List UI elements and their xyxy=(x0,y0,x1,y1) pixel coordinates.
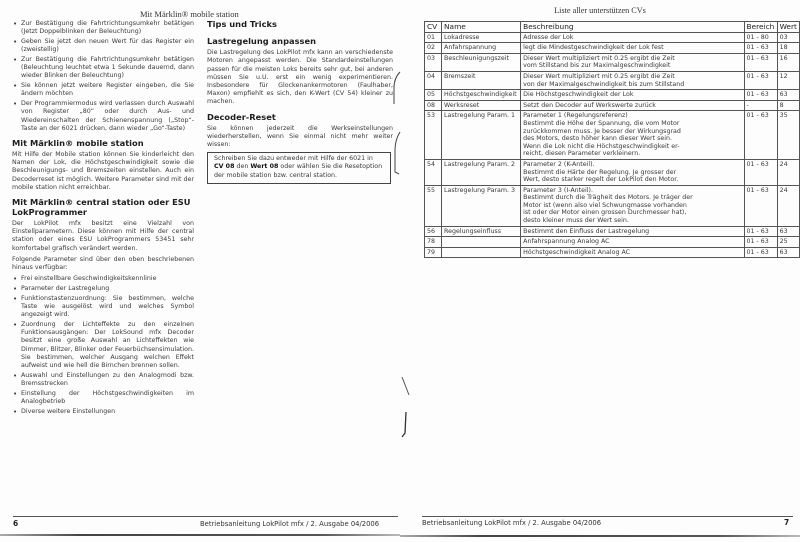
description-cell xyxy=(521,32,744,43)
range-cell: 01 - 63 xyxy=(744,185,777,226)
table-row xyxy=(425,100,800,111)
name-cell: Lastregelung Param. 3 xyxy=(442,185,521,226)
description-cell xyxy=(521,185,744,226)
range-cell: 01 - 63 xyxy=(744,247,777,258)
list-item: • Auswahl und Einstellungen zu den Analogmodi bzw. Bremsstrecken xyxy=(12,372,194,388)
column-header-name: Name xyxy=(442,22,521,33)
description-line: legt die Mindestgeschwindigkeit der Lok fest xyxy=(523,44,664,52)
box-wert: Wert 08 xyxy=(250,163,279,171)
list-item: • Der Programmiermodus wird verlassen durch Auswahl von Register „80“ oder durch Aus- und Wiedereinschalten der Schienenspannung („Stop“-Taste an der 6021 drücken, dann wieder „Go“-Taste) xyxy=(12,100,194,133)
table-header-row xyxy=(425,22,800,33)
description-line: Die Höchstgeschwindigkeit der Lok xyxy=(523,91,634,99)
tips-column xyxy=(207,20,393,184)
list-item: • Zur Bestätigung die Fahrtrichtungsumkehr betätigen (Beleuchtung leuchtet etwa 1 Sekunde dauernd, dann wieder Blinken der Beleuchtung) xyxy=(12,56,194,81)
list-item: • Parameter der Lastregelung xyxy=(12,285,194,293)
name-cell: Werksreset xyxy=(442,100,521,111)
section-heading-central-station: Mit Märklin® central station oder ESU LokProgrammer xyxy=(12,197,191,218)
cv-number-cell: 56 xyxy=(425,226,442,237)
name-cell xyxy=(442,237,521,248)
tips-heading: Tips und Tricks xyxy=(207,19,277,29)
value-cell: 25 xyxy=(777,237,799,248)
value-cell: 63 xyxy=(777,226,799,237)
description-cell xyxy=(521,226,744,237)
table-row xyxy=(425,226,800,237)
name-cell: Bremszeit xyxy=(442,71,521,89)
table-title: Liste aller unterstützen CVs xyxy=(554,6,646,15)
cv-number-cell: 04 xyxy=(425,71,442,89)
right-page xyxy=(400,0,800,542)
box-text: den xyxy=(234,163,251,171)
scan-edge xyxy=(0,534,400,536)
range-cell: 01 - 63 xyxy=(744,90,777,101)
description-cell xyxy=(521,237,744,248)
column-header-description: Beschreibung xyxy=(521,22,744,33)
column-header-cv: CV xyxy=(425,22,442,33)
footer-rule xyxy=(13,516,398,517)
description-line: vom Stillstand bis zur Maximalgeschwindigkeit xyxy=(523,62,671,70)
value-cell: 63 xyxy=(777,90,799,101)
cv-number-cell: 05 xyxy=(425,90,442,101)
description-line: Bestimmt durch die Trägheit des Motors. Je träger der xyxy=(523,194,693,202)
box-text: oder wählen Sie die Resetoption der mobile station bzw. central station. xyxy=(214,163,383,179)
value-cell: 18 xyxy=(777,43,799,54)
list-item: • Einstellung der Höchstgeschwindigkeiten im Analogbetrieb xyxy=(12,390,194,406)
name-cell: Lokadresse xyxy=(442,32,521,43)
programming-steps-list xyxy=(12,20,194,133)
table-row xyxy=(425,185,800,226)
decoder-reset-paragraph: Sie können jederzeit die Werkseinstellungen wiederherstellen, wenn Sie einmal nicht mehr weiter wissen: xyxy=(207,124,393,149)
description-line: Höchstgeschwindigkeit Analog AC xyxy=(523,248,631,256)
description-line: zurückkommen muss. Je besser der Wirkungsgrad xyxy=(523,127,681,135)
name-cell: Lastregelung Param. 2 xyxy=(442,159,521,185)
page-number: 7 xyxy=(784,518,790,527)
table-row xyxy=(425,71,800,89)
list-item: • Geben Sie jetzt den neuen Wert für das Register ein (zweistellig) xyxy=(12,38,194,54)
value-cell: 03 xyxy=(777,32,799,43)
description-line: des Motors, desto höher kann dieser Wert sein. xyxy=(523,135,672,143)
table-row xyxy=(425,111,800,160)
description-line: Parameter 1 (Regelungsreferenz) xyxy=(523,112,628,120)
description-line: Wert, desto starker regelt der LokPilot den Motor. xyxy=(523,176,679,184)
description-line: Dieser Wert multipliziert mit 0.25 ergibt die Zeit xyxy=(523,54,675,62)
range-cell: 01 - 63 xyxy=(744,71,777,89)
description-cell xyxy=(521,71,744,89)
table-row xyxy=(425,53,800,71)
range-cell: - xyxy=(744,100,777,111)
name-cell: Anfahrspannung xyxy=(442,43,521,54)
description-line: ist oder der Motor einen grossen Durchmesser hat), xyxy=(523,209,687,217)
description-line: Setzt den Decoder auf Werkswerte zurück xyxy=(523,101,656,109)
description-line: Bestimmt die Höhe der Spannung, die vom Motor xyxy=(523,119,680,127)
range-cell: 01 - 63 xyxy=(744,43,777,54)
list-item: • Zuordnung der Lichteffekte zu den einzelnen Funktionsausgängen: Der LokSound mfx Decoder besitzt eine große Auswahl an Lichteffekten wie Dimmer, Blitzer, Blinker oder Feuerbüchsensimulation. Sie bestimmen, welcher Ausgang welchen Effekt aufweist und wie hell die Birnchen brennen sollen. xyxy=(12,321,194,370)
running-head: Mit Märklin® mobile station xyxy=(140,9,239,19)
value-cell: 24 xyxy=(777,159,799,185)
description-line: Bestimmt den Einfluss der Lastregelung xyxy=(523,227,650,235)
reset-instruction-box xyxy=(207,152,391,184)
cv-table xyxy=(424,21,800,258)
left-column xyxy=(12,20,194,418)
range-cell: 01 - 63 xyxy=(744,226,777,237)
description-line: Motor ist (wenn also viel Schwungmasse vorhanden xyxy=(523,201,687,209)
page-number: 6 xyxy=(13,519,19,528)
description-line: desto kleiner muss der Wert sein. xyxy=(523,217,629,225)
box-cv: CV 08 xyxy=(214,163,235,171)
description-cell xyxy=(521,111,744,160)
scan-edge xyxy=(400,535,800,537)
description-line: von der Maximalgeschwindigkeit bis zum Stillstand xyxy=(523,80,685,88)
lastregelung-paragraph: Die Lastregelung des LokPilot mfx kann an verschiedenste Motoren angepasst werden. Die Standardeinstellungen passen für die meisten Loks bereits sehr gut, bei anderen müssen Sie u.U. erst ein wenig experimentieren. Insbesondere für Glockenankermotoren (Faulhaber, Maxon) empfiehlt es sich, den K-Wert (CV 54) kleiner zu machen. xyxy=(207,49,393,106)
range-cell: 01 - 63 xyxy=(744,237,777,248)
footer-text: Betriebsanleitung LokPilot mfx / 2. Ausgabe 04/2006 xyxy=(422,519,602,527)
description-cell xyxy=(521,90,744,101)
description-cell xyxy=(521,159,744,185)
footer-text: Betriebsanleitung LokPilot mfx / 2. Ausgabe 04/2006 xyxy=(200,520,380,528)
description-line: Wenn die Lok nicht die Höchstgeschwindigkeit er- xyxy=(523,142,680,150)
table-row xyxy=(425,90,800,101)
mobile-station-paragraph: Mit Hilfe der Mobile station können Sie kinderleicht den Namen der Lok, die Höchstgeschwindigkeit sowie die Beschleunigungs- und Bremszeiten einstellen. Auch ein Decoderreset ist möglich. Weitere Parameter sind mit der mobile station nicht erreichbar. xyxy=(12,151,194,191)
cv-number-cell: 03 xyxy=(425,53,442,71)
cv-number-cell: 79 xyxy=(425,247,442,258)
cv-number-cell: 53 xyxy=(425,111,442,160)
cv-number-cell: 01 xyxy=(425,32,442,43)
column-header-range: Bereich xyxy=(744,22,777,33)
central-station-paragraph: Der LokPilot mfx besitzt eine Vielzahl von Einstellparametern. Diese können mit Hilfe der central station oder eines ESU LokProgrammers 53451 sehr komfortabel grafisch verändert werden. xyxy=(12,220,194,252)
table-row xyxy=(425,247,800,258)
list-item: • Sie können jetzt weitere Register eingeben, die Sie ändern möchten xyxy=(12,82,194,98)
pen-mark-stroke xyxy=(400,375,414,447)
description-cell xyxy=(521,247,744,258)
value-cell: 8 xyxy=(777,100,799,111)
range-cell: 01 - 63 xyxy=(744,53,777,71)
description-line: Parameter 3 (I-Anteil). xyxy=(523,186,593,194)
list-item: • Zur Bestätigung die Fahrtrichtungsumkehr betätigen (Jetzt Doppelblinken der Beleuchtung) xyxy=(12,20,194,36)
table-row xyxy=(425,32,800,43)
range-cell: 01 - 63 xyxy=(744,159,777,185)
name-cell: Höchstgeschwindigkeit xyxy=(442,90,521,101)
value-cell: 35 xyxy=(777,111,799,160)
description-line: Anfahrspannung Analog AC xyxy=(523,238,610,246)
name-cell: Regelungseinfluss xyxy=(442,226,521,237)
table-row xyxy=(425,159,800,185)
cv-number-cell: 08 xyxy=(425,100,442,111)
table-row xyxy=(425,43,800,54)
range-cell: 01 - 63 xyxy=(744,111,777,160)
box-text: Schreiben Sie dazu entweder mit Hilfe der 6021 in xyxy=(214,155,373,163)
description-line: Parameter 2 (K-Anteil). xyxy=(523,160,595,168)
value-cell: 12 xyxy=(777,71,799,89)
range-cell: 01 - 80 xyxy=(744,32,777,43)
value-cell: 63 xyxy=(777,247,799,258)
description-cell xyxy=(521,53,744,71)
table-row xyxy=(425,237,800,248)
column-header-value: Wert xyxy=(777,22,799,33)
name-cell: Lastregelung Param. 1 xyxy=(442,111,521,160)
description-cell xyxy=(521,100,744,111)
lastregelung-heading: Lastregelung anpassen xyxy=(207,36,317,47)
description-line: reicht, diesen Parameter verkleinern. xyxy=(523,150,641,158)
description-line: Adresse der Lok xyxy=(523,33,574,41)
description-line: Bestimmt die Härte der Regelung. Je grosser der xyxy=(523,168,677,176)
cv-number-cell: 78 xyxy=(425,237,442,248)
value-cell: 24 xyxy=(777,185,799,226)
description-cell xyxy=(521,43,744,54)
decoder-reset-heading: Decoder-Reset xyxy=(207,111,276,122)
list-item: • Diverse weitere Einstellungen xyxy=(12,408,194,416)
pen-mark-bracket xyxy=(390,70,406,180)
list-item: • Frei einstellbare Geschwindigkeitskennlinie xyxy=(12,275,194,283)
cv-number-cell: 55 xyxy=(425,185,442,226)
parameters-intro: Folgende Parameter sind über den oben beschriebenen hinaus verfügbar: xyxy=(12,255,194,272)
name-cell: Beschleunigungszeit xyxy=(442,53,521,71)
footer-rule xyxy=(422,516,793,517)
section-heading-mobile-station: Mit Märklin® mobile station xyxy=(12,138,144,149)
cv-number-cell: 54 xyxy=(425,159,442,185)
cv-number-cell: 02 xyxy=(425,43,442,54)
value-cell: 16 xyxy=(777,53,799,71)
parameters-list xyxy=(12,275,194,416)
name-cell xyxy=(442,247,521,258)
list-item: • Funktionstastenzuordnung: Sie bestimmen, welche Taste wie ausgelöst wird und welches Symbol angezeigt wird. xyxy=(12,295,194,320)
description-line: Dieser Wert multipliziert mit 0.25 ergibt die Zeit xyxy=(523,72,675,80)
